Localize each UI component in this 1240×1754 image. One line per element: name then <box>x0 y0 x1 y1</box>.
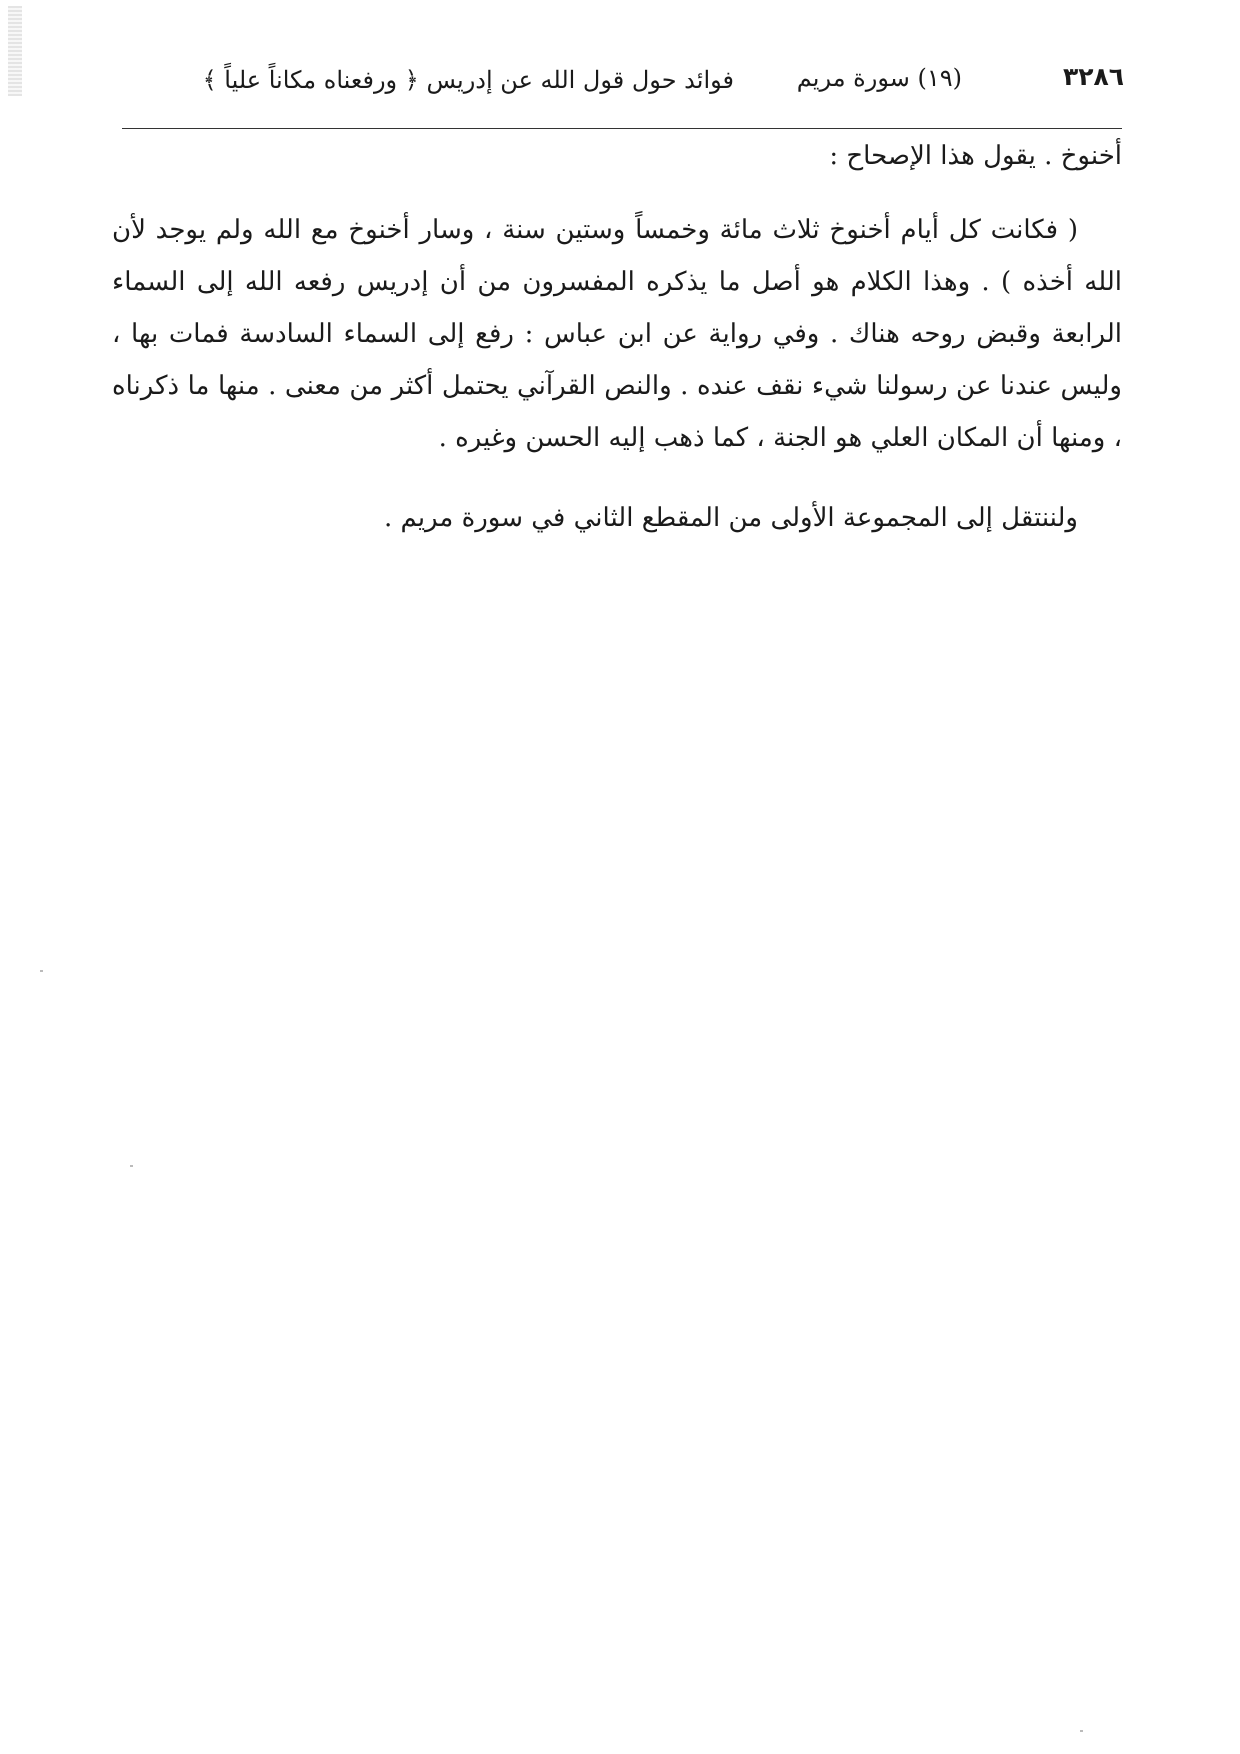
scan-speck <box>40 970 43 972</box>
scan-edge-artifact <box>8 6 22 96</box>
lead-line: أخنوخ . يقول هذا الإصحاح : <box>829 141 1122 171</box>
surah-reference: (١٩) سورة مريم <box>796 64 962 92</box>
scan-speck <box>130 1165 133 1167</box>
closing-paragraph: ولننتقل إلى المجموعة الأولى من المقطع الثاني في سورة مريم . <box>383 503 1078 533</box>
quote-paragraph: ( فكانت كل أيام أخنوخ ثلاث مائة وخمساً وستين سنة ، وسار أخنوخ مع الله ولم يوجد لأن الله أخذه ) . وهذا الكلام هو أصل ما يذكره المفسرون من أن إدريس رفعه الله إلى السماء الرابعة وقبض روحه هناك . وفي رواية عن ابن عباس : رفع إلى السماء السادسة فمات بها ، وليس عندنا عن رسولنا شيء نقف عنده . والنص القرآني يحتمل أكثر من معنى . منها ما ذكرناه ، ومنها أن المكان العلي هو الجنة ، كما ذهب إليه الحسن وغيره . <box>112 215 1122 453</box>
page-header <box>108 58 1124 116</box>
page-number: ٣٢٨٦ <box>1062 62 1124 91</box>
header-divider <box>122 128 1122 129</box>
scan-speck <box>1080 1730 1083 1732</box>
body-text <box>112 130 1122 544</box>
section-title: فوائد حول قول الله عن إدريس ﴿ ورفعناه مكاناً علياً ﴾ <box>202 66 734 94</box>
